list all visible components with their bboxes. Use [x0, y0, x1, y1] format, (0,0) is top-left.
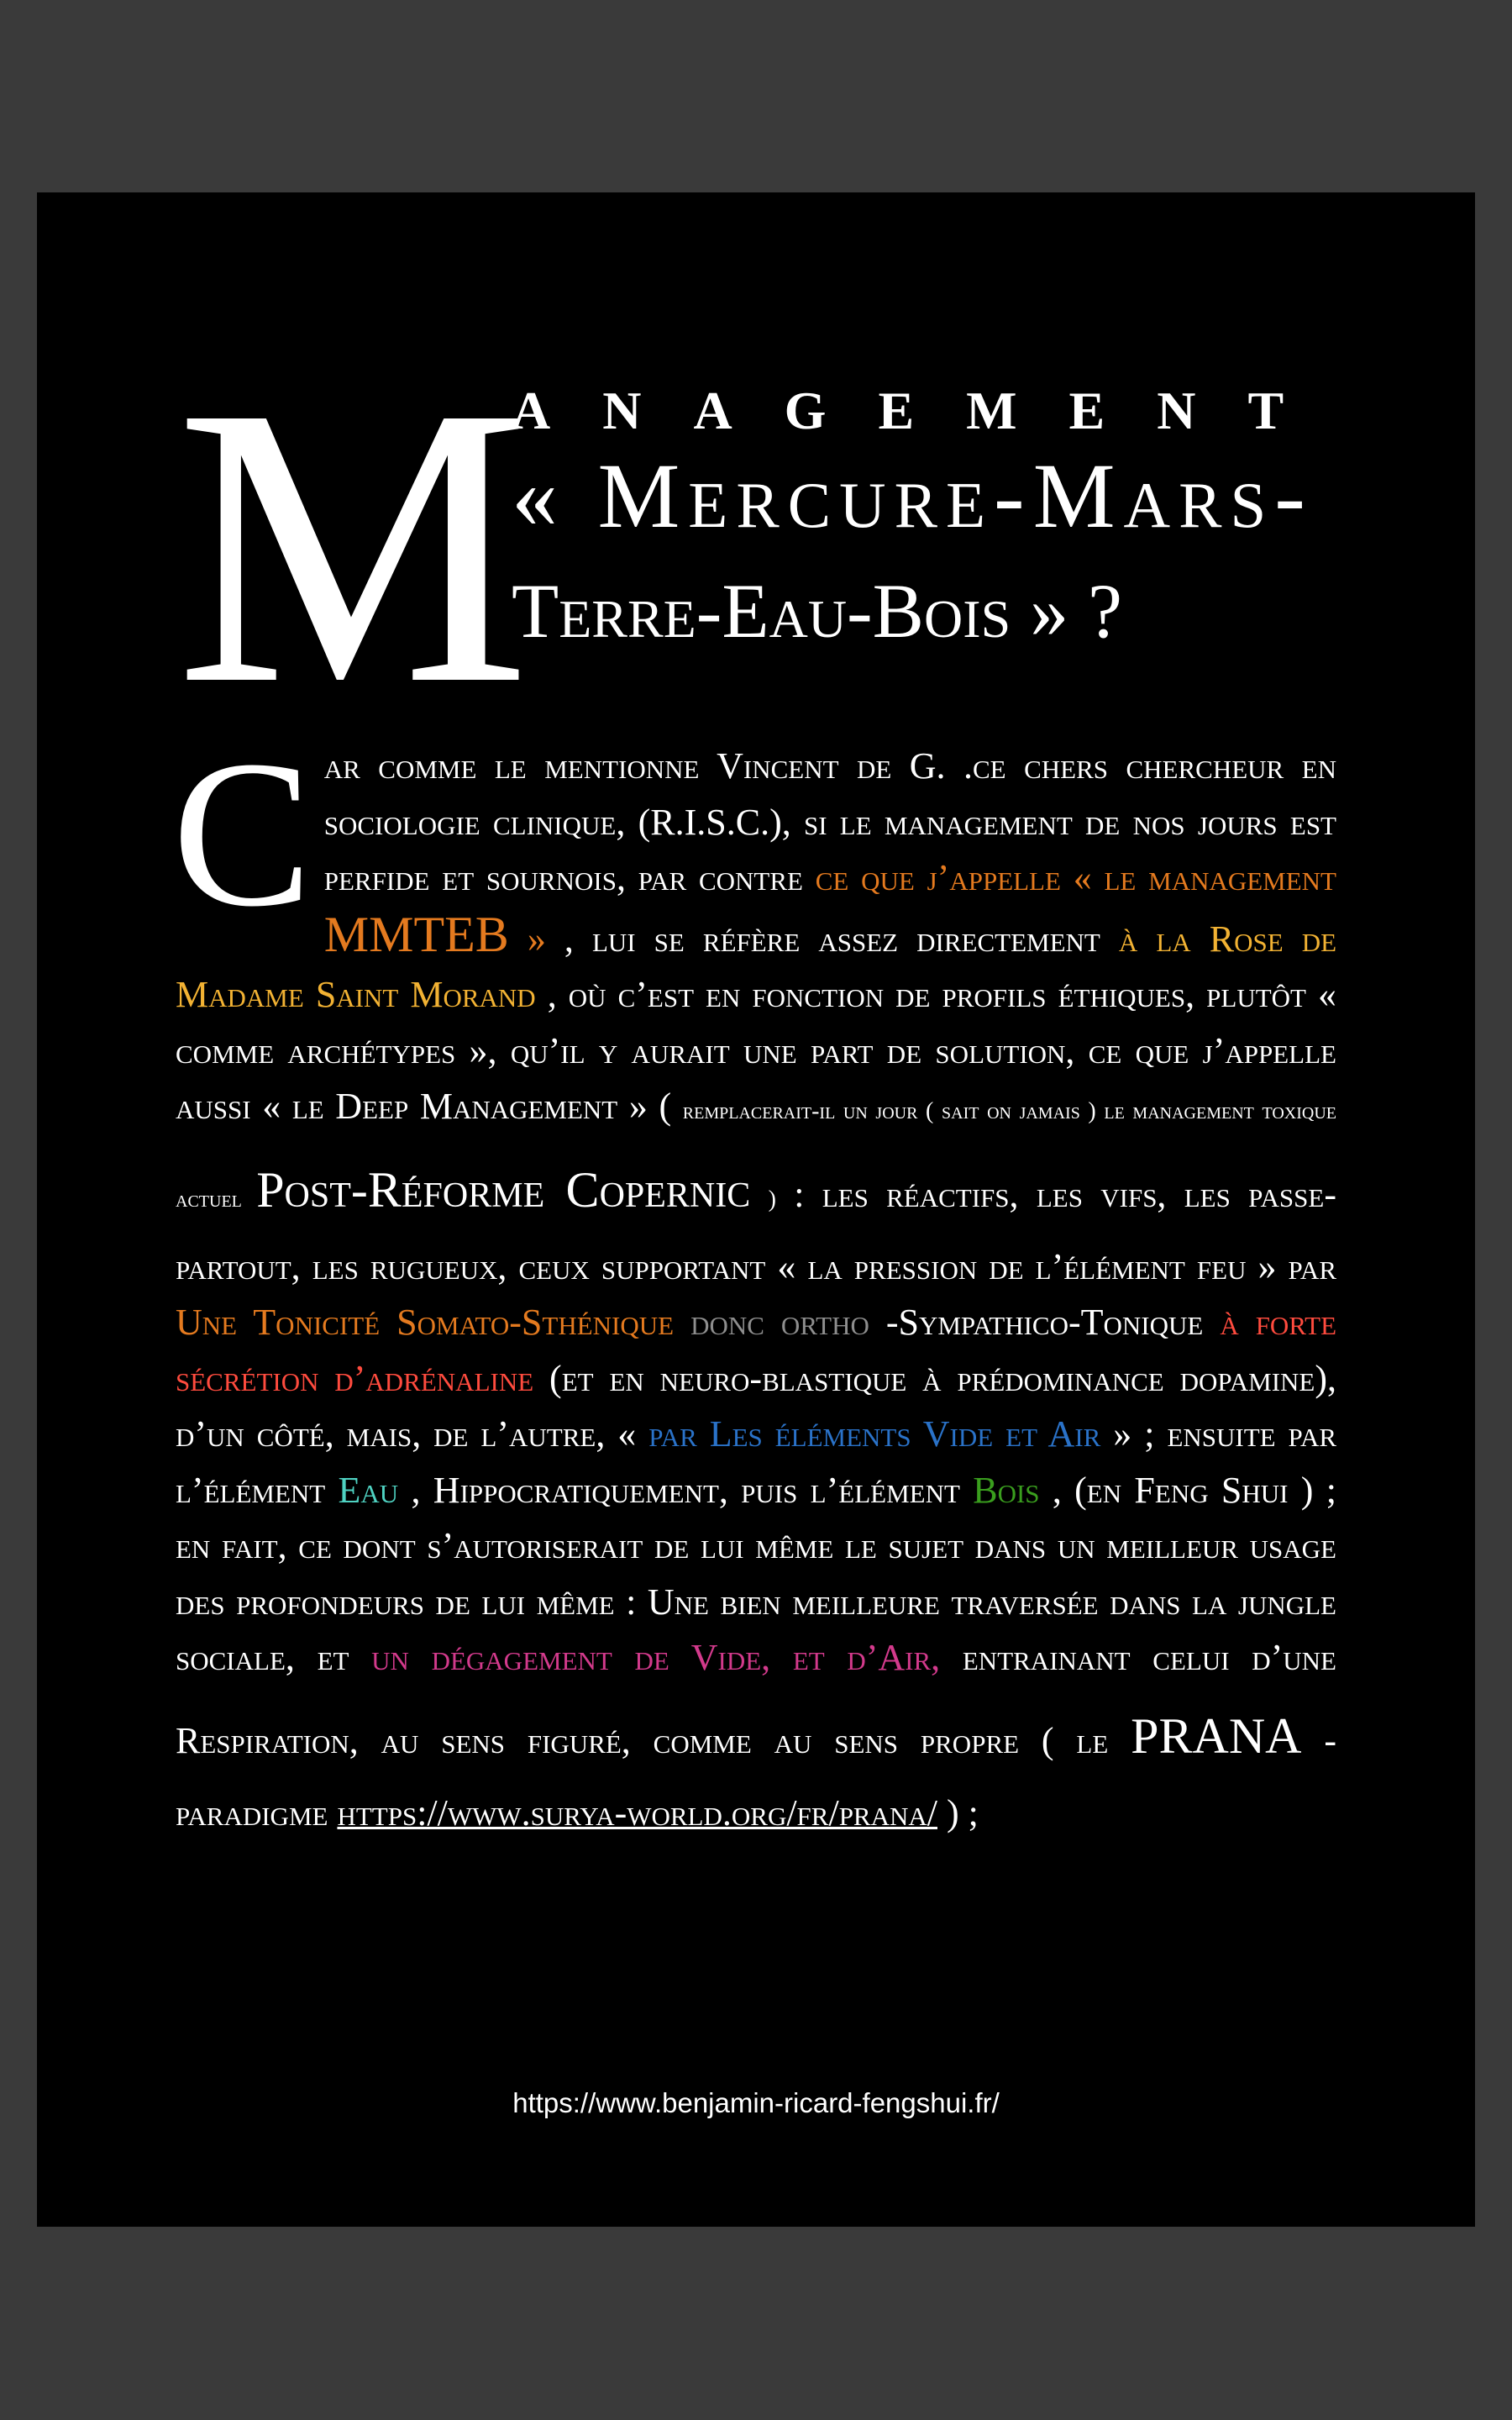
text-segment: (et en neuro-blastique à prédominance dopamine), d’un côté, mais, de l’autre, « [176, 1357, 1336, 1455]
highlight-bois: Bois [973, 1469, 1040, 1511]
footer-url: https://www.benjamin-ricard-fengshui.fr/ [512, 2087, 1000, 2118]
highlight-degagement: un dégagement de Vide, et d’Air, [371, 1637, 941, 1678]
text-segment: , (en Feng Shui ) ; en fait, ce dont s’autoriserait de lui même le sujet dans un meilleur usage des profondeurs de lui même : Une bien meilleure traversée dans la jungle sociale, et [176, 1469, 1336, 1678]
highlight-vide-air: par Les éléments Vide et Air [648, 1413, 1101, 1455]
text-segment: : les réactifs, les vifs, les passe-partout, les rugueux, ceux supportant « la pression de l’élément feu » par [176, 1173, 1336, 1287]
text-segment: , où c’est en fonction de profils éthiques, plutôt « comme archétypes », qu’il y aurait une part de solution, ce que j’appelle aussi « le Deep Management » ( [176, 974, 1336, 1127]
post-reforme-copernic: Post-Réforme Copernic [256, 1161, 751, 1218]
highlight-rose: à la Rose de Madame Saint Morand [176, 918, 1337, 1015]
page-title [176, 324, 1336, 766]
prana-word: PRANA [1131, 1707, 1302, 1764]
title-line-2: « Mercure-Mars- [512, 445, 1314, 547]
highlight-mmteb: MMTEB [323, 906, 509, 962]
text-segment: , Hippocratiquement, puis l’élément [411, 1469, 974, 1511]
title-line-1: anagement [512, 360, 1336, 445]
highlight-donc-ortho: donc ortho [690, 1302, 869, 1343]
text-segment: ) [768, 1186, 776, 1213]
article-body [172, 718, 1337, 1841]
article-page [37, 192, 1475, 2227]
title-initial: M [176, 324, 531, 766]
text-segment: -Sympathico-Tonique [885, 1302, 1221, 1343]
highlight-close-quote: » [527, 918, 546, 960]
small-text-segment: remplacerait-il un jour ( sait on jamais ) le management toxique actuel [176, 1098, 1336, 1213]
dropcap: C [172, 718, 312, 950]
highlight-eau: Eau [338, 1469, 399, 1511]
title-lines [512, 360, 1336, 661]
highlight-management-phrase: ce que j’appelle « le management [815, 857, 1336, 898]
text-segment: ar comme le mentionne Vincent de G. .ce chers chercheur en sociologie clinique, (R.I.S.C.), si le management de nos jours est perfide et sournois, par contre [323, 745, 1336, 898]
text-segment: -paradigme [176, 1719, 1336, 1833]
text-segment: » ; ensuite par l’élément [176, 1413, 1337, 1511]
title-line-3: Terre-Eau-Bois » ? [512, 568, 1122, 654]
text-segment: entrainant celui d’une Respiration, au sens figuré, comme au sens propre ( le [176, 1637, 1336, 1761]
text-segment: , lui se réfère assez directement [564, 918, 1119, 960]
highlight-tonicite: Une Tonicité Somato-Sthénique [176, 1302, 675, 1343]
text-segment: ) ; [947, 1791, 979, 1833]
highlight-adrenaline: à forte sécrétion d’adrénaline [176, 1302, 1337, 1399]
prana-link[interactable]: https://www.surya-world.org/fr/prana/ [337, 1791, 937, 1833]
